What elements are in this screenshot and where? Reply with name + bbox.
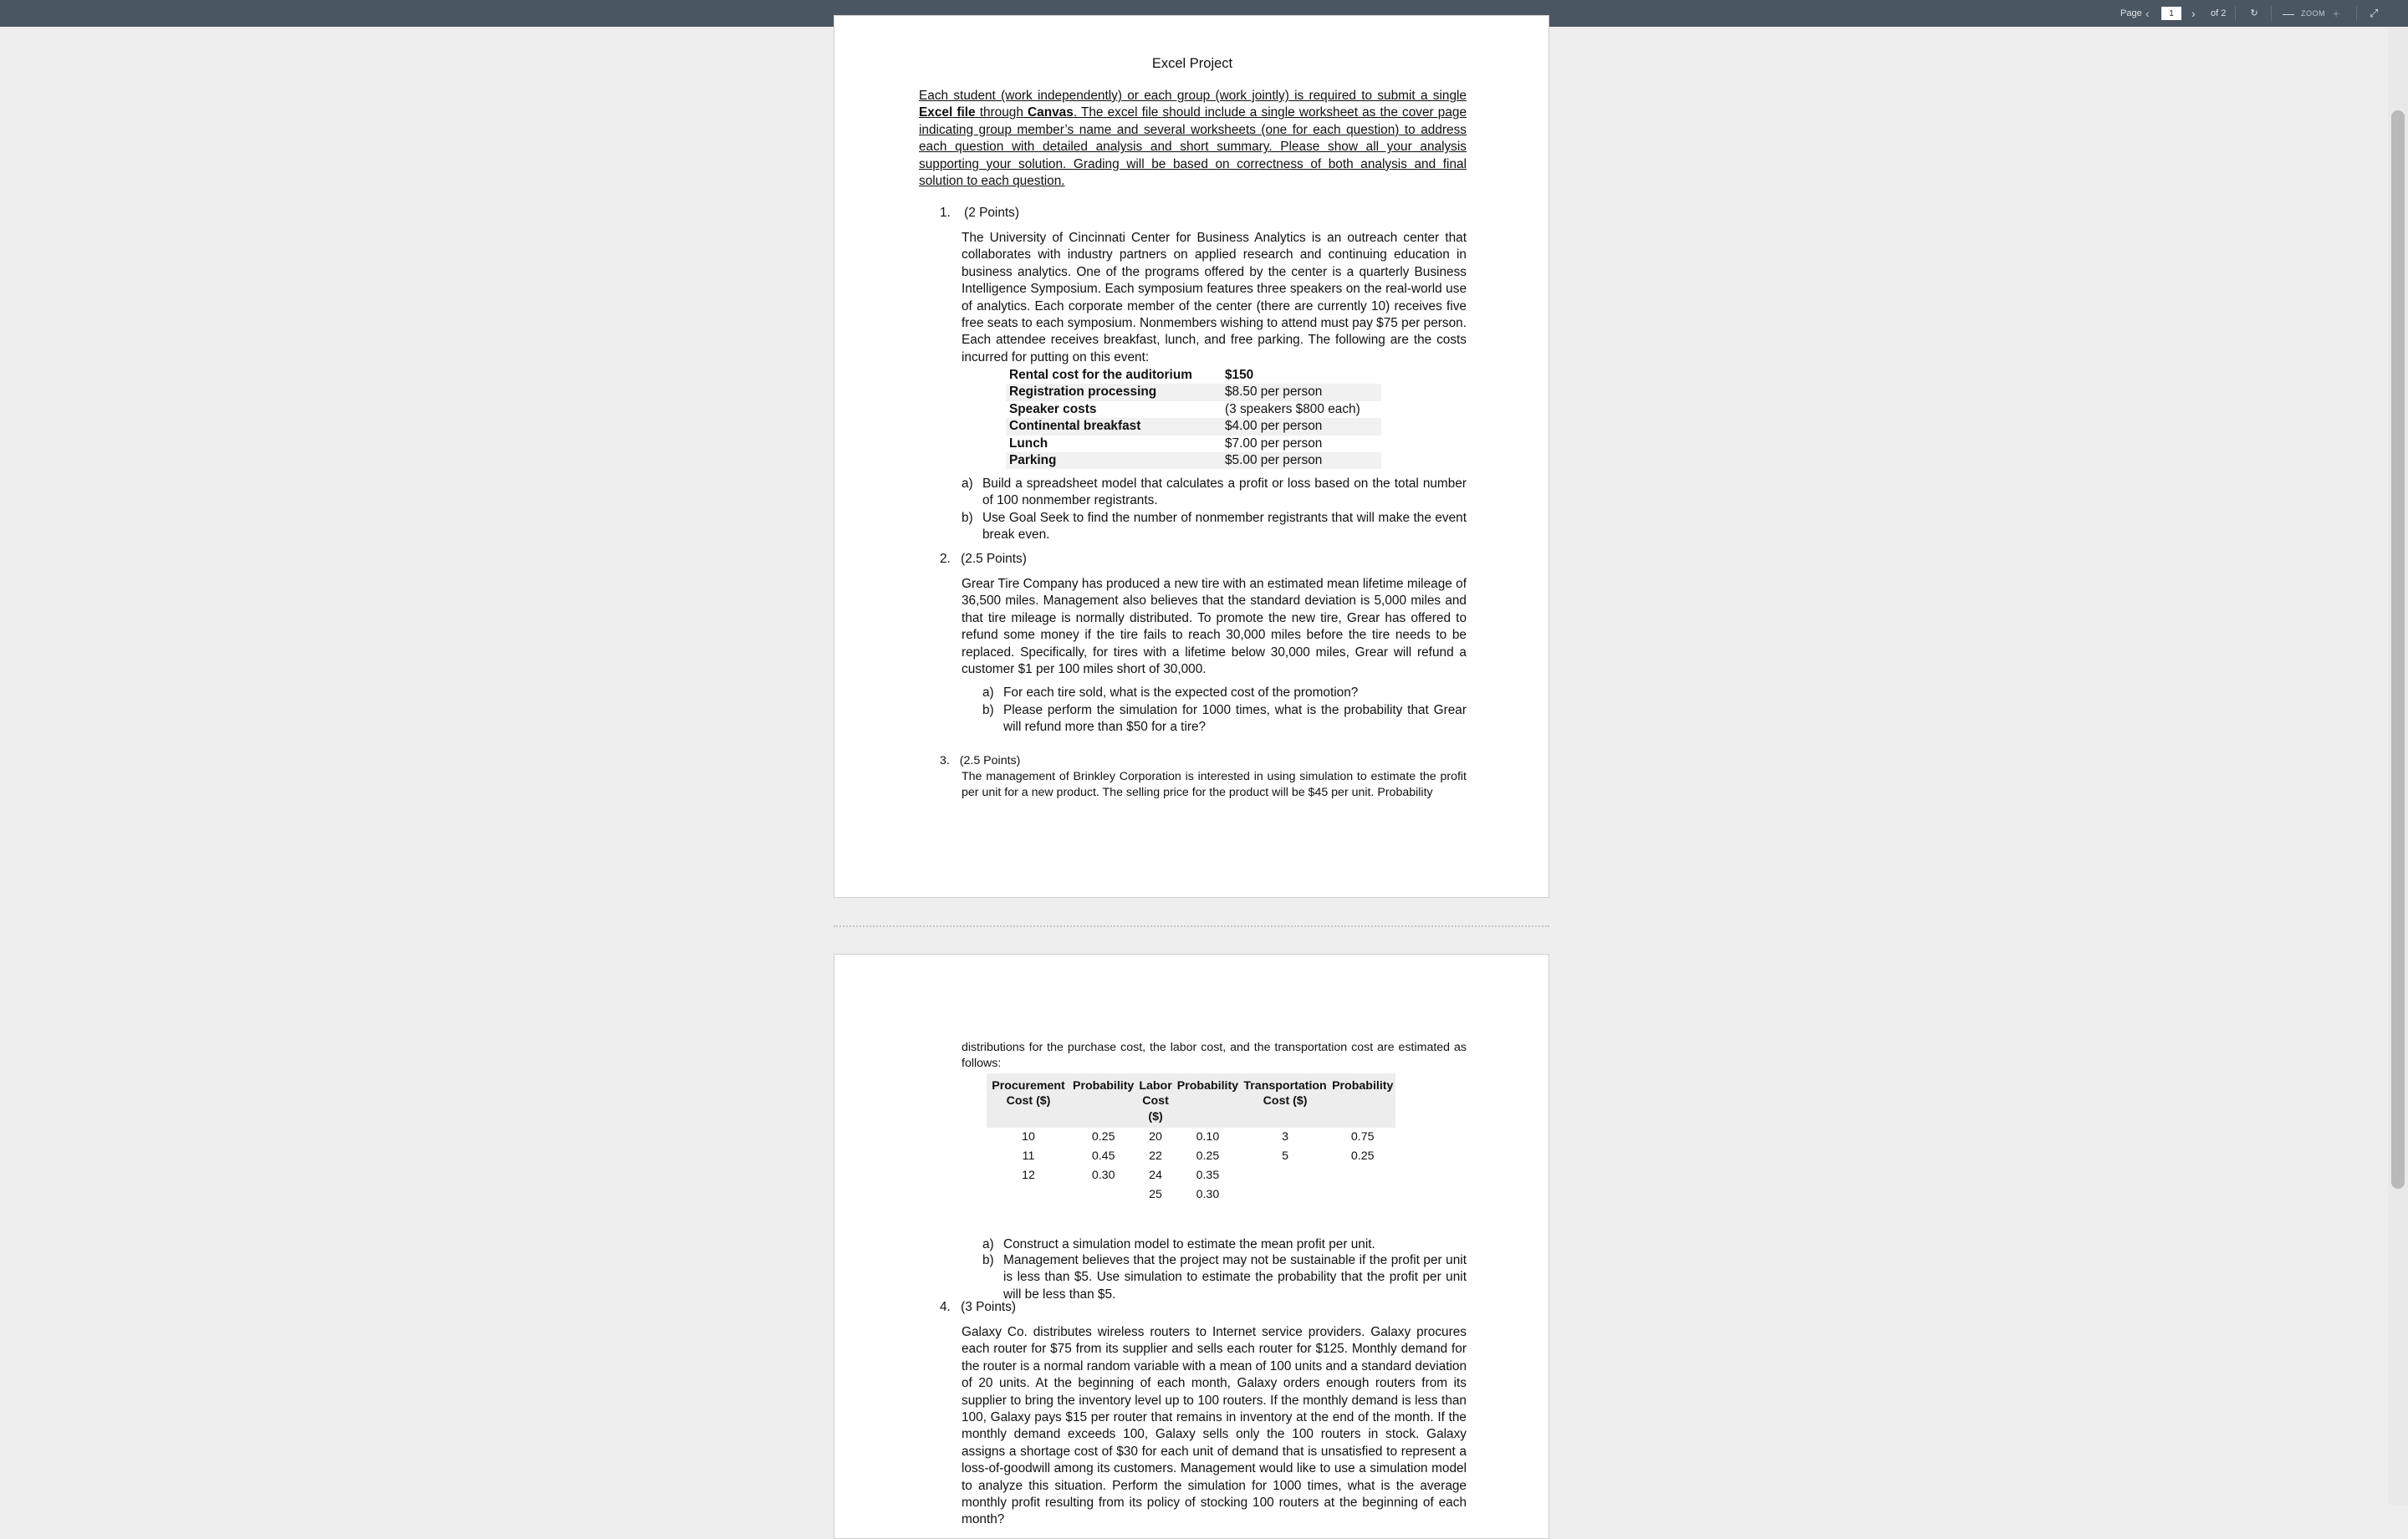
table-header: Probability: [1329, 1073, 1395, 1128]
table-cell: [987, 1185, 1070, 1205]
document-title: Excel Project: [1151, 56, 1233, 71]
cost-item: Lunch: [1009, 436, 1048, 451]
table-cell: 3: [1282, 1130, 1289, 1144]
table-cell: [1329, 1166, 1395, 1185]
question-1-text: The University of Cincinnati Center for Business Analytics is an outreach center that collaborates with industry partners on applied research and continuing education in business analytics. One of the programs offered by the center is a quarterly Business Intelligence Symposium. Each symposium features three speakers on the real-world use of analytics. Each corporate member of the center (there are currently 10) receives five free seats to each symposium. Nonmembers wishing to attend must pay $75 per person. Each attendee receives breakfast, lunch, and free parking. The following are the costs incurred for putting on this event:: [962, 231, 1467, 364]
table-cell: [1070, 1185, 1136, 1205]
instructions-paragraph: Each student (work independently) or each group (work jointly) is required to submit a single Excel file through Canvas. The excel file should include a single worksheet as the cover page indicating group member’s name and several worksheets (one for each question) to address each question with detailed analysis and short summary. Please show all your analysis supporting your solution. Grading will be based on correctness of both analysis and final solution to each question.: [919, 89, 1467, 189]
table-cell: [1329, 1185, 1395, 1205]
cost-item: Continental breakfast: [1006, 418, 1222, 435]
cost-item: Rental cost for the auditorium: [1009, 368, 1192, 382]
zoom-out-icon[interactable]: —: [2283, 7, 2294, 20]
cost-value: (3 speakers $800 each): [1225, 401, 1360, 416]
table-cell: [1241, 1185, 1329, 1205]
table-cell: 0.35: [1196, 1169, 1220, 1183]
table-cell: 0.10: [1196, 1130, 1220, 1144]
question-4-text: Galaxy Co. distributes wireless routers to Internet service providers. Galaxy procures each router for $75 from its supplier and sells each router for $125. Monthly demand for the router is a normal random variable with a mean of 100 units and a standard deviation of 20 units. At the beginning of each month, Galaxy orders enough routers from its supplier to bring the inventory level up to 100 routers. If the monthly demand is less than 100, Galaxy pays $15 per router that remains in inventory at the end of the month. If the monthly demand exceeds 100, Galaxy sells only the 100 routers in stock. Galaxy assigns a shortage cost of $30 for each unit of demand that is unsatisfied to represent a loss-of-goodwill among its customers. Management would like to use a simulation model to analyze this situation. Perform the simulation for 1000 times, what is the average monthly profit resulting from its policy of stocking 100 routers at the beginning of each month?: [962, 1325, 1467, 1527]
toolbar-divider: [2271, 6, 2272, 21]
question-2-heading: 2. (2.5 Points): [940, 552, 1027, 566]
table-cell: 0.45: [1091, 1149, 1115, 1164]
table-row: [987, 1185, 1395, 1205]
toolbar-divider: [2356, 6, 2357, 21]
table-cell: 0.25: [1091, 1130, 1115, 1144]
document-viewer[interactable]: [0, 27, 2408, 1527]
table-row: [987, 1128, 1395, 1147]
question-2-text: Grear Tire Company has produced a new tire with an estimated mean lifetime mileage of 36,500 miles. Management also believes that the standard deviation is 5,000 miles and that tire mileage is normally distributed. To promote the new tire, Grear has offered to refund some money if the tire fails to reach 30,000 miles before the tire needs to be replaced. Specifically, for tires with a lifetime below 30,000 miles, Grear will refund a customer $1 per 100 miles short of 30,000.: [962, 577, 1467, 677]
question-number: 1.: [940, 206, 951, 220]
table-header: Probability: [1070, 1073, 1136, 1128]
zoom-in-icon[interactable]: +: [2333, 7, 2340, 20]
event-costs-table: [1006, 367, 1381, 469]
cost-distribution-table: [987, 1073, 1395, 1205]
page-number-input[interactable]: [2161, 7, 2181, 20]
table-row: [1006, 384, 1381, 400]
cost-item: Parking: [1006, 452, 1222, 469]
zoom-label: ZOOM: [2301, 9, 2325, 18]
table-row: [987, 1166, 1395, 1185]
question-1-heading: [940, 205, 1019, 222]
cost-value: $8.50 per person: [1222, 384, 1381, 400]
cost-value: $150: [1225, 368, 1254, 382]
question-4-heading: 4. (3 Points): [940, 1300, 1016, 1314]
table-row: [1006, 401, 1381, 418]
question-3-heading: 3. (2.5 Points): [940, 754, 1021, 767]
cost-item: Registration processing: [1006, 384, 1222, 400]
table-cell: 0.25: [1196, 1149, 1220, 1164]
table-cell: 0.30: [1091, 1169, 1115, 1183]
cost-item: Speaker costs: [1009, 401, 1097, 416]
question-3-text-part2: distributions for the purchase cost, the labor cost, and the transportation cost are estimated as follows:: [962, 1041, 1467, 1070]
page-count: of 2: [2211, 8, 2227, 18]
page-label: Page: [2120, 8, 2142, 18]
table-header: Transportation Cost ($): [1241, 1073, 1329, 1128]
question-points: (2 Points): [964, 206, 1019, 220]
table-cell: 10: [1022, 1130, 1035, 1144]
table-cell: 5: [1282, 1149, 1289, 1164]
table-header: Labor Cost ($): [1136, 1073, 1174, 1128]
pdf-page-2: distributions for the purchase cost, the labor cost, and the transportation cost are estimated as follows: Procurement Cost ($) Probability Labor Cost ($) Probability Transportation Cost ($) Probability 10 0.25 20 0.10 3 0.75 11 0.45 22 0.25 5 0.25 12 0.30 24 0.35 25 0.30 a) Construct a simulation model to estimate the mean profit per unit. b) Management believes that the project may not be sustainable if the profit per unit is less than $5. Use simulation to estimate the probability that the profit per unit will be less than $5. 4. (3 Points) Galaxy Co. distributes wireless routers to Internet service providers. Galaxy procures each router for $75 from its supplier and sells each router for $125. Monthly demand for the router is a normal random variable with a mean of 100 units and a standard deviation of 20 units. At the beginning of each month, Galaxy orders enough routers from its supplier to bring the inventory level up to 100 routers. If the monthly demand is less than 100, Galaxy pays $15 per router that remains in inventory at the end of the month. If the monthly demand exceeds 100, Galaxy sells only the 100 routers in stock. Galaxy assigns a shortage cost of $30 for each unit of demand that is unsatisfied to represent a loss-of-goodwill among its customers. Management would like to use a simulation model to analyze this situation. Perform the simulation for 1000 times, what is the average monthly profit resulting from its policy of stocking 100 routers at the beginning of each month?: [834, 954, 1549, 1539]
table-cell: 24: [1149, 1169, 1162, 1183]
rotate-icon[interactable]: ↻: [2250, 8, 2258, 18]
table-row: [1006, 436, 1381, 452]
table-row: [1006, 452, 1381, 469]
table-cell: 20: [1149, 1130, 1162, 1144]
cost-value: $7.00 per person: [1225, 436, 1323, 451]
cost-value: $4.00 per person: [1222, 418, 1381, 435]
table-header: Probability: [1175, 1073, 1241, 1128]
pdf-page-1: Excel Project Each student (work independently) or each group (work jointly) is required to submit a single Excel file through Canvas. The excel file should include a single worksheet as the cover page indicating group member’s name and several worksheets (one for each question) to address each question with detailed analysis and short summary. Please show all your analysis supporting your solution. Grading will be based on correctness of both analysis and final solution to each question. 1. (2 Points) The University of Cincinnati Center for Business Analytics is an outreach center that collaborates with industry partners on applied research and continuing education in business analytics. One of the programs offered by the center is a quarterly Business Intelligence Symposium. Each symposium features three speakers on the real-world use of analytics. Each corporate member of the center (there are currently 10) receives five free seats to each symposium. Nonmembers wishing to attend must pay $75 per person. Each attendee receives breakfast, lunch, and free parking. The following are the costs incurred for putting on this event: Rental cost for the auditorium $150 Registration processing $8.50 per person Speaker costs (3 speakers $800 each) Continental breakfast $4.00 per person Lunch $7.00 per person Parking $5.00 per person a) Build a spreadsheet model that calculates a profit or loss based on the total number of 100 nonmember registrants. b) Use Goal Seek to find the number of nonmember registrants that will make the event break even. 2. (2.5 Points) Grear Tire Company has produced a new tire with an estimated mean lifetime mileage of 36,500 miles. Management also believes that the standard deviation is 5,000 miles and that tire mileage is normally distributed. To promote the new tire, Grear has offered to refund some money if the tire fails to reach 30,000 miles before the tire needs to be replaced. Specifically, for tires with a lifetime below 30,000 miles, Grear will refund a customer $1 per 100 miles short of 30,000. a) For each tire sold, what is the expected cost of the promotion? b) Please perform the simulation for 1000 times, what is the probability that Grear will refund more than $50 for a tire? 3. (2.5 Points) The management of Brinkley Corporation is interested in using simulation to estimate the profit per unit for a new product. The selling price for the product will be $45 per unit. Probability: [834, 15, 1549, 898]
table-cell: 11: [1022, 1149, 1035, 1164]
scrollbar-thumb[interactable]: [2391, 110, 2405, 1189]
cost-value: $5.00 per person: [1222, 452, 1381, 469]
table-cell: 0.30: [1196, 1188, 1220, 1202]
table-header: Procurement Cost ($): [987, 1073, 1070, 1128]
table-cell: 0.25: [1350, 1149, 1375, 1164]
table-cell: 0.75: [1350, 1130, 1375, 1144]
table-row: [1006, 367, 1381, 384]
toolbar-divider: [2235, 6, 2236, 21]
table-row: [1006, 418, 1381, 435]
table-cell: [1241, 1166, 1329, 1185]
question-3-text-part1: The management of Brinkley Corporation is interested in using simulation to estimate the profit per unit for a new product. The selling price for the product will be $45 per unit. Probability: [962, 770, 1467, 799]
page-separator: [834, 925, 1549, 927]
previous-page-icon[interactable]: ‹: [2145, 7, 2150, 20]
table-row: [987, 1147, 1395, 1166]
table-cell: 12: [1022, 1169, 1035, 1183]
table-cell: 22: [1149, 1149, 1162, 1164]
next-page-icon[interactable]: ›: [2191, 7, 2196, 20]
table-cell: 25: [1149, 1188, 1162, 1202]
fullscreen-icon[interactable]: ⤢: [2370, 7, 2379, 19]
